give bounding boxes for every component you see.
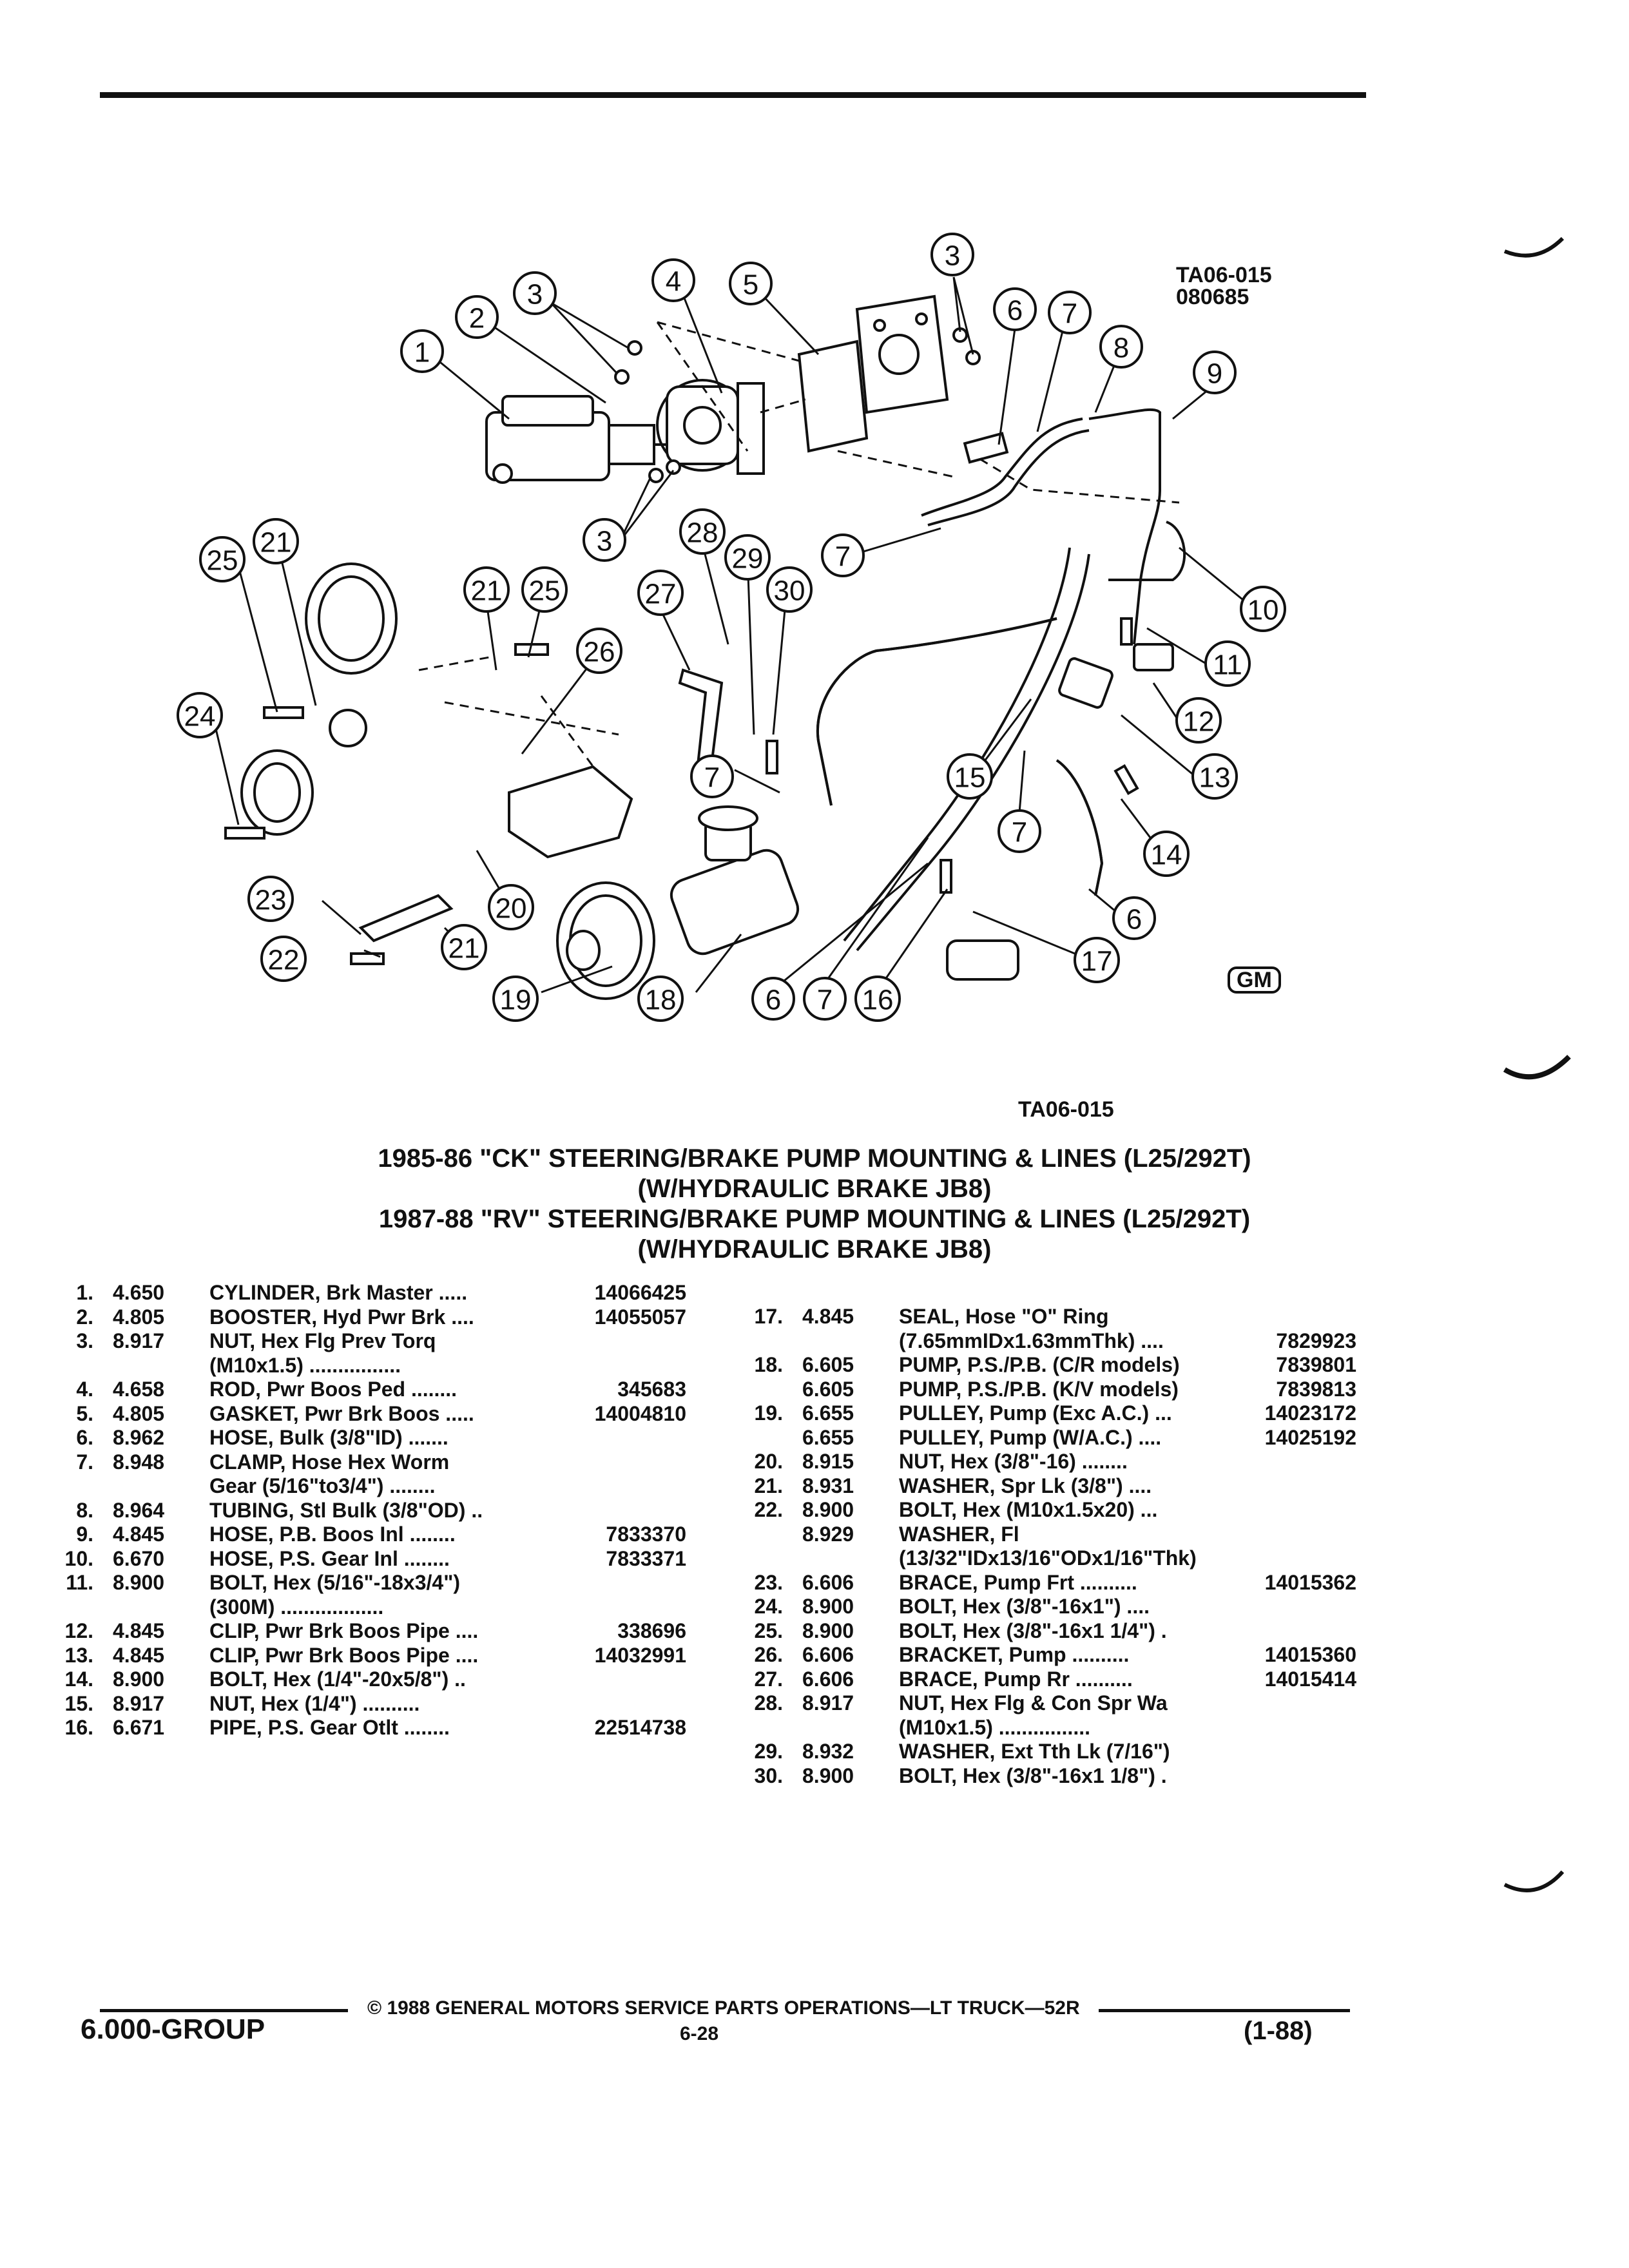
item-number: 1. — [76, 1281, 93, 1304]
svg-text:6: 6 — [1007, 294, 1023, 327]
svg-text:3: 3 — [526, 278, 543, 311]
item-number: 18. — [754, 1353, 783, 1376]
group-number: 8.900 — [802, 1619, 854, 1642]
parts-row — [741, 1450, 1356, 1474]
part-description: Gear (5/16"to3/4") ........ — [209, 1474, 436, 1497]
svg-text:10: 10 — [1247, 594, 1279, 626]
svg-text:21: 21 — [260, 526, 292, 559]
diagram-code-line2: 080685 — [1176, 285, 1249, 309]
parts-row — [741, 1498, 1356, 1523]
part-number: 7833371 — [606, 1546, 686, 1570]
callout-27 — [639, 571, 682, 615]
part-description: (13/32"IDx13/16"ODx1/16"Thk) — [899, 1546, 1197, 1570]
group-number: 8.931 — [802, 1474, 854, 1497]
item-number: 24. — [754, 1595, 783, 1618]
parts-row — [741, 1643, 1356, 1667]
item-number: 5. — [76, 1401, 93, 1425]
parts-row — [741, 1329, 1356, 1354]
part-description: (7.65mmIDx1.63mmThk) .... — [899, 1329, 1164, 1352]
part-description: BRACKET, Pump .......... — [899, 1643, 1130, 1666]
group-number: 8.929 — [802, 1522, 854, 1546]
callout-3 — [932, 234, 973, 275]
group-number: 6.605 — [802, 1353, 854, 1376]
callout-21 — [254, 519, 298, 563]
svg-text:4: 4 — [665, 265, 682, 298]
part-description: NUT, Hex Flg & Con Spr Wa — [899, 1691, 1168, 1715]
svg-text:7: 7 — [704, 762, 720, 794]
part-description: CLIP, Pwr Brk Boos Pipe .... — [209, 1643, 479, 1667]
part-number: 7829923 — [1276, 1329, 1356, 1352]
part-description: (M10x1.5) ................ — [209, 1353, 401, 1377]
part-description: PUMP, P.S./P.B. (C/R models) — [899, 1353, 1180, 1376]
callout-30 — [767, 568, 811, 611]
part-description: BRACE, Pump Frt .......... — [899, 1570, 1137, 1594]
svg-text:25: 25 — [206, 544, 238, 577]
part-number: 7839813 — [1276, 1377, 1356, 1401]
part-number: 14066425 — [594, 1281, 686, 1304]
callout-23 — [249, 877, 293, 921]
callout-6 — [1113, 898, 1155, 939]
part-description: CLIP, Pwr Brk Boos Pipe .... — [209, 1619, 479, 1642]
callout-4 — [653, 260, 694, 301]
binder-mark-1 — [1498, 226, 1576, 271]
section-titles — [0, 1144, 1629, 1265]
group-number: 6.670 — [113, 1546, 165, 1570]
part-description: CLAMP, Hose Hex Worm — [209, 1450, 450, 1474]
title-line-2: (W/HYDRAULIC BRAKE JB8) — [637, 1175, 992, 1203]
group-number: 8.917 — [113, 1691, 165, 1715]
callout-13 — [1193, 754, 1237, 798]
callout-12 — [1177, 698, 1220, 742]
group-number: 8.962 — [113, 1426, 165, 1449]
svg-text:18: 18 — [644, 984, 677, 1016]
item-number: 13. — [64, 1643, 93, 1667]
svg-text:28: 28 — [686, 517, 718, 549]
item-number: 17. — [754, 1305, 783, 1328]
callout-8 — [1101, 326, 1142, 367]
group-number: 6.606 — [802, 1643, 854, 1666]
copyright-line: © 1988 GENERAL MOTORS SERVICE PARTS OPERATIONS—LT TRUCK—52R — [367, 1997, 1080, 2019]
part-description: PULLEY, Pump (W/A.C.) .... — [899, 1425, 1162, 1449]
callout-26 — [577, 629, 621, 673]
part-description: NUT, Hex (1/4") .......... — [209, 1691, 420, 1715]
svg-text:24: 24 — [184, 700, 216, 733]
parts-row — [741, 1401, 1356, 1426]
svg-text:29: 29 — [731, 543, 764, 575]
part-number: 14023172 — [1264, 1401, 1356, 1425]
item-number: 11. — [66, 1571, 93, 1594]
title-line-1: 1985-86 "CK" STEERING/BRAKE PUMP MOUNTING & LINES (L25/292T) — [378, 1144, 1251, 1173]
parts-row — [52, 1667, 686, 1692]
callout-25 — [200, 537, 244, 581]
group-number: 8.915 — [802, 1450, 854, 1473]
part-description: BOLT, Hex (3/8"-16x1 1/4") . — [899, 1619, 1167, 1642]
callout-25 — [523, 568, 566, 611]
part-description: BOLT, Hex (3/8"-16x1") .... — [899, 1595, 1150, 1618]
group-number: 4.845 — [113, 1523, 165, 1546]
pump-drawing — [667, 807, 802, 958]
parts-row — [741, 1716, 1356, 1740]
group-number: 8.900 — [802, 1595, 854, 1618]
group-number: 8.900 — [802, 1498, 854, 1521]
parts-row — [52, 1499, 686, 1523]
part-number: 14015360 — [1264, 1643, 1356, 1666]
svg-text:16: 16 — [862, 984, 894, 1016]
group-number: 6.655 — [802, 1401, 854, 1425]
item-number: 20. — [754, 1450, 783, 1473]
parts-row — [741, 1378, 1356, 1402]
item-number: 14. — [64, 1667, 93, 1691]
part-description: HOSE, P.S. Gear Inl ........ — [209, 1546, 450, 1570]
parts-row — [741, 1595, 1356, 1619]
svg-text:7: 7 — [1011, 816, 1028, 849]
callout-6 — [753, 978, 794, 1019]
callout-3 — [584, 519, 625, 561]
parts-row — [52, 1571, 686, 1595]
part-description: WASHER, Fl — [899, 1522, 1019, 1546]
part-description: PULLEY, Pump (Exc A.C.) ... — [899, 1401, 1172, 1425]
part-description: BOLT, Hex (1/4"-20x5/8") .. — [209, 1667, 466, 1691]
item-number: 10. — [64, 1546, 93, 1570]
part-number: 14015362 — [1264, 1570, 1356, 1594]
svg-text:22: 22 — [267, 944, 300, 976]
svg-text:3: 3 — [596, 525, 613, 557]
svg-text:12: 12 — [1182, 706, 1215, 738]
svg-text:7: 7 — [816, 984, 833, 1016]
callout-16 — [856, 977, 900, 1021]
parts-row — [741, 1764, 1356, 1789]
svg-text:5: 5 — [742, 269, 759, 301]
callout-7 — [999, 811, 1040, 852]
exploded-parts-diagram — [0, 0, 1629, 1095]
parts-row — [52, 1474, 686, 1499]
svg-text:6: 6 — [765, 984, 782, 1016]
parts-row — [52, 1402, 686, 1427]
callout-14 — [1144, 832, 1188, 876]
parts-row — [741, 1546, 1356, 1571]
svg-text:3: 3 — [944, 240, 961, 272]
svg-text:7: 7 — [834, 541, 851, 573]
part-number: 7839801 — [1276, 1353, 1356, 1376]
callout-7 — [804, 978, 845, 1019]
item-number: 21. — [754, 1474, 783, 1497]
firewall-plate-drawing — [799, 296, 947, 451]
revision-date: (1-88) — [1244, 2017, 1313, 2045]
part-description: GASKET, Pwr Brk Boos ..... — [209, 1401, 474, 1425]
group-number: 4.658 — [113, 1378, 165, 1401]
group-number: 4.805 — [113, 1305, 165, 1329]
callout-17 — [1075, 938, 1119, 982]
item-number: 23. — [754, 1570, 783, 1594]
callout-28 — [680, 510, 724, 553]
parts-row — [52, 1644, 686, 1668]
parts-row — [52, 1595, 686, 1620]
part-number: 345683 — [617, 1378, 686, 1401]
diagram-code-line1: TA06-015 — [1176, 263, 1272, 287]
front-brace-drawing — [361, 896, 451, 941]
part-description: TUBING, Stl Bulk (3/8"OD) .. — [209, 1498, 483, 1522]
parts-row — [52, 1523, 686, 1547]
item-number: 30. — [754, 1763, 783, 1787]
part-description: PUMP, P.S./P.B. (K/V models) — [899, 1377, 1179, 1401]
part-number: 14055057 — [594, 1305, 686, 1329]
group-number: 4.650 — [113, 1281, 165, 1304]
part-description: HOSE, P.B. Boos Inl ........ — [209, 1523, 456, 1546]
part-description: BOOSTER, Hyd Pwr Brk .... — [209, 1305, 474, 1329]
part-number: 7833370 — [606, 1523, 686, 1546]
parts-row — [52, 1305, 686, 1330]
part-number: 22514738 — [594, 1716, 686, 1739]
binder-mark-3 — [1498, 1862, 1576, 1907]
callout-24 — [178, 693, 222, 737]
item-number: 8. — [76, 1498, 93, 1522]
item-number: 28. — [754, 1691, 783, 1715]
part-description: (300M) .................. — [209, 1595, 384, 1619]
svg-text:15: 15 — [954, 762, 986, 794]
part-description: ROD, Pwr Boos Ped ........ — [209, 1378, 458, 1401]
svg-text:20: 20 — [495, 892, 527, 925]
group-number: 4.845 — [802, 1305, 854, 1328]
callout-6 — [994, 289, 1036, 330]
parts-row — [52, 1281, 686, 1305]
group-number: 6.606 — [802, 1667, 854, 1691]
master-cylinder-drawing — [487, 396, 654, 483]
parts-row — [741, 1740, 1356, 1764]
part-description: NUT, Hex (3/8"-16) ........ — [899, 1450, 1128, 1473]
part-description: BOLT, Hex (M10x1.5x20) ... — [899, 1498, 1158, 1521]
callout-19 — [494, 977, 537, 1021]
parts-row — [741, 1619, 1356, 1644]
footer-rule-right — [1099, 2009, 1350, 2012]
group-number: 6.671 — [113, 1716, 165, 1739]
part-number: 338696 — [617, 1619, 686, 1642]
group-number: 8.917 — [802, 1691, 854, 1715]
parts-row — [52, 1619, 686, 1644]
item-number: 7. — [76, 1450, 93, 1474]
svg-text:9: 9 — [1206, 358, 1223, 390]
diagram-caption-code: TA06-015 — [1018, 1097, 1114, 1122]
callout-7 — [822, 535, 863, 576]
part-description: PIPE, P.S. Gear Otlt ........ — [209, 1716, 450, 1739]
parts-row — [741, 1667, 1356, 1692]
part-description: NUT, Hex Flg Prev Torq — [209, 1329, 436, 1352]
group-number: 8.900 — [113, 1667, 165, 1691]
callout-15 — [948, 754, 992, 798]
item-number: 9. — [76, 1523, 93, 1546]
part-description: CYLINDER, Brk Master ..... — [209, 1281, 468, 1304]
callout-20 — [489, 885, 533, 929]
callout-2 — [456, 296, 497, 338]
svg-text:13: 13 — [1199, 762, 1231, 794]
svg-text:27: 27 — [644, 578, 677, 610]
callout-21 — [465, 568, 508, 611]
svg-text:17: 17 — [1081, 945, 1113, 977]
parts-row — [741, 1571, 1356, 1595]
parts-row — [52, 1716, 686, 1740]
item-number: 27. — [754, 1667, 783, 1691]
svg-text:23: 23 — [255, 884, 287, 916]
group-number: 8.948 — [113, 1450, 165, 1474]
item-number: 3. — [76, 1329, 93, 1352]
callout-18 — [639, 977, 682, 1021]
callout-21 — [442, 925, 486, 969]
svg-text:21: 21 — [470, 575, 503, 607]
callout-7 — [1049, 292, 1090, 333]
group-number: 4.845 — [113, 1643, 165, 1667]
part-number: 14015414 — [1264, 1667, 1356, 1691]
callout-9 — [1194, 352, 1235, 393]
callout-10 — [1241, 587, 1285, 631]
part-description: BOLT, Hex (5/16"-18x3/4") — [209, 1571, 461, 1594]
callout-29 — [726, 535, 769, 579]
parts-row — [741, 1474, 1356, 1499]
callout-3 — [514, 273, 555, 314]
svg-text:25: 25 — [528, 575, 561, 607]
group-number: 4.845 — [113, 1619, 165, 1642]
svg-text:7: 7 — [1061, 298, 1078, 330]
part-description: SEAL, Hose "O" Ring — [899, 1305, 1109, 1328]
booster-drawing — [654, 380, 764, 474]
item-number: 25. — [754, 1619, 783, 1642]
svg-text:2: 2 — [468, 302, 485, 334]
part-number: 14004810 — [594, 1401, 686, 1425]
svg-text:30: 30 — [773, 575, 805, 607]
part-description: BRACE, Pump Rr .......... — [899, 1667, 1133, 1691]
svg-text:1: 1 — [414, 336, 430, 369]
item-number: 16. — [64, 1716, 93, 1739]
callout-22 — [262, 937, 305, 981]
pump-bracket-drawing — [509, 767, 631, 857]
callout-11 — [1206, 642, 1249, 686]
callout-1 — [401, 331, 443, 372]
part-description: (M10x1.5) ................ — [899, 1715, 1090, 1739]
group-number: 6.606 — [802, 1570, 854, 1594]
item-number: 6. — [76, 1426, 93, 1449]
parts-row — [52, 1378, 686, 1402]
svg-text:21: 21 — [448, 932, 480, 965]
group-number: 4.805 — [113, 1401, 165, 1425]
group-number: 8.932 — [802, 1740, 854, 1763]
item-number: 19. — [754, 1401, 783, 1425]
svg-text:14: 14 — [1150, 839, 1182, 871]
binder-mark-2 — [1498, 1044, 1576, 1095]
item-number: 4. — [76, 1378, 93, 1401]
part-description: WASHER, Spr Lk (3/8") .... — [899, 1474, 1152, 1497]
parts-row — [741, 1523, 1356, 1547]
parts-row — [52, 1329, 686, 1354]
item-number: 26. — [754, 1643, 783, 1666]
group-number: 8.900 — [802, 1763, 854, 1787]
gm-logo — [1228, 966, 1281, 994]
group-number: 6.655 — [802, 1425, 854, 1449]
group-label: 6.000-GROUP — [81, 2013, 265, 2045]
footer-rule-left — [100, 2009, 348, 2012]
gm-logo-text: GM — [1237, 968, 1272, 992]
parts-row — [52, 1354, 686, 1378]
parts-list-right — [741, 1305, 1356, 1788]
parts-row — [741, 1426, 1356, 1450]
parts-row — [52, 1547, 686, 1571]
group-number: 8.917 — [113, 1329, 165, 1352]
title-line-3: 1987-88 "RV" STEERING/BRAKE PUMP MOUNTING & LINES (L25/292T) — [378, 1205, 1251, 1233]
svg-text:26: 26 — [583, 636, 615, 668]
svg-text:6: 6 — [1126, 903, 1142, 936]
svg-text:8: 8 — [1113, 332, 1130, 364]
part-description: WASHER, Ext Tth Lk (7/16") — [899, 1740, 1170, 1763]
part-number: 14032991 — [594, 1643, 686, 1667]
part-description: HOSE, Bulk (3/8"ID) ....... — [209, 1426, 448, 1449]
callout-7 — [691, 756, 733, 797]
part-number: 14025192 — [1264, 1425, 1356, 1449]
item-number: 15. — [64, 1691, 93, 1715]
engine-pulley-drawings — [242, 564, 396, 834]
item-number: 12. — [64, 1619, 93, 1642]
group-number: 6.605 — [802, 1377, 854, 1401]
diagram-code — [1176, 264, 1272, 308]
svg-text:19: 19 — [499, 984, 532, 1016]
item-number: 22. — [754, 1498, 783, 1521]
group-number: 8.964 — [113, 1498, 165, 1522]
parts-list-left — [52, 1281, 686, 1740]
parts-row — [52, 1692, 686, 1716]
group-number: 8.900 — [113, 1571, 165, 1594]
title-line-4: (W/HYDRAULIC BRAKE JB8) — [637, 1235, 992, 1264]
parts-row — [741, 1353, 1356, 1378]
parts-row — [52, 1426, 686, 1450]
svg-text:11: 11 — [1213, 649, 1242, 681]
callout-5 — [730, 263, 771, 304]
part-description: BOLT, Hex (3/8"-16x1 1/8") . — [899, 1763, 1167, 1787]
page-number: 6-28 — [680, 2023, 719, 2044]
parts-row — [52, 1450, 686, 1475]
item-number: 2. — [76, 1305, 93, 1329]
item-number: 29. — [754, 1740, 783, 1763]
parts-row — [741, 1691, 1356, 1716]
parts-row — [741, 1305, 1356, 1329]
